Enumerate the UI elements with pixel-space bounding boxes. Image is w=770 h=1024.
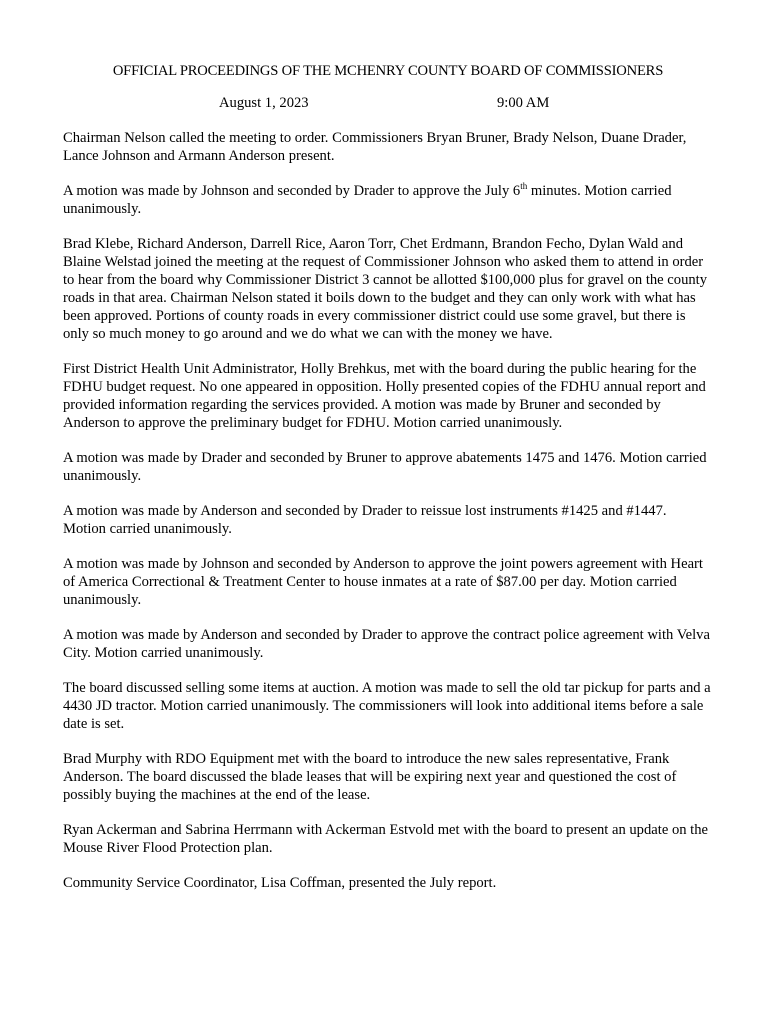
paragraph-minutes-approval [63,182,713,218]
paragraph-minutes-text-before: A motion was made by Johnson and seconded by Drader to approve the July 6 [63,183,521,199]
paragraph-gravel-discussion: Brad Klebe, Richard Anderson, Darrell Rice, Aaron Torr, Chet Erdmann, Brandon Fecho, Dylan Wald and Blaine Welstad joined the meeting at the request of Commissioner Johnson who asked them to attend in order to hear from the board why Commissioner District 3 cannot be allotted $100,000 plus for gravel on the county roads in that area. Chairman Nelson stated it boils down to the budget and they can only work with what has been approved. Portions of county roads in every commissioner district could use some gravel, but there is only so much money to go around and we do what we can with the money we have. [63,236,708,342]
meeting-date: August 1, 2023 [219,95,309,111]
paragraph-lost-instruments: A motion was made by Anderson and seconded by Drader to reissue lost instruments #1425 and #1447. Motion carried unanimously. [63,503,667,537]
document-page [63,62,713,909]
paragraph-flood-protection: Ryan Ackerman and Sabrina Herrmann with Ackerman Estvold met with the board to present an update on the Mouse River Flood Protection plan. [63,822,709,856]
paragraph-community-service: Community Service Coordinator, Lisa Coffman, presented the July report. [63,875,497,891]
document-title: OFFICIAL PROCEEDINGS OF THE MCHENRY COUNTY BOARD OF COMMISSIONERS [112,63,664,79]
meeting-time: 9:00 AM [497,95,550,111]
paragraph-rdo-equipment: Brad Murphy with RDO Equipment met with the board to introduce the new sales representative, Frank Anderson. The board discussed the blade leases that will be expiring next year and questioned the cost of possibly buying the machines at the end of the lease. [63,751,677,803]
paragraph-abatements: A motion was made by Drader and seconded by Bruner to approve abatements 1475 and 1476. Motion carried unanimously. [63,450,707,484]
paragraph-fdhu-budget: First District Health Unit Administrator, Holly Brehkus, met with the board during the public hearing for the FDHU budget request. No one appeared in opposition. Holly presented copies of the FDHU annual report and provided information regarding the services provided. A motion was made by Bruner and seconded by Anderson to approve the preliminary budget for FDHU. Motion carried unanimously. [63,361,706,431]
paragraph-joint-powers: A motion was made by Johnson and seconded by Anderson to approve the joint powers agreement with Heart of America Correctional & Treatment Center to house inmates at a rate of $87.00 per day. Motion carried unanimously. [63,556,703,608]
paragraph-minutes-text-after: minutes. Motion carried unanimously. [63,183,672,217]
paragraph-call-to-order: Chairman Nelson called the meeting to order. Commissioners Bryan Bruner, Brady Nelson, Duane Drader, Lance Johnson and Armann Anderson present. [63,130,687,164]
paragraph-auction: The board discussed selling some items at auction. A motion was made to sell the old tar pickup for parts and a 4430 JD tractor. Motion carried unanimously. The commissioners will look into additional items before a sale date is set. [63,680,711,732]
meeting-info [63,94,713,112]
paragraph-police-agreement: A motion was made by Anderson and seconded by Drader to approve the contract police agreement with Velva City. Motion carried unanimously. [63,627,710,661]
ordinal-suffix: th [520,181,528,192]
